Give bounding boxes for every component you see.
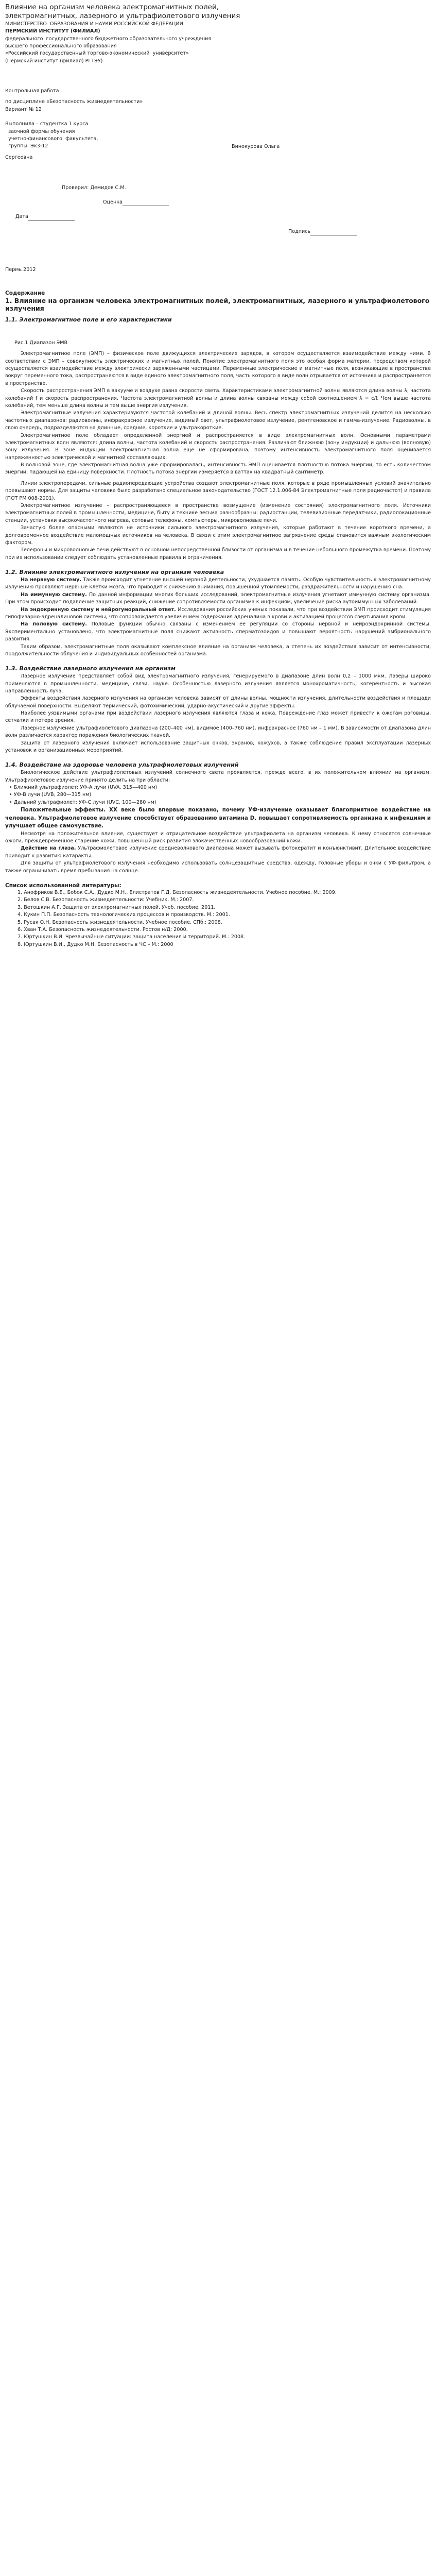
section-heading: 1.3. Воздействие лазерного излучения на организм [5, 665, 176, 672]
paragraph: Несмотря на положительное влияние, существует и отрицательное воздействие ультрафиолета на организм человека. К нему относятся солнечные ожоги, преждевременное старение кожи, повышенный риск развития злокачественных новообразований кожи. [5, 831, 431, 844]
grade-blank [123, 200, 169, 206]
student-patronymic: Сергеевна [5, 155, 33, 161]
paragraph: Лазерное излучение представляет собой вид электромагнитного излучения, генерируемого в диапазоне длин волн 0,2 – 1000 мкм. Лазеры широко применяются в промышленности, медицине, связи, науке. Особенностью лазерного излучения является монохроматичность, когерентность и высокая направленность луча. [5, 673, 431, 694]
work-type: Контрольная работа [5, 88, 59, 94]
faculty: учетно-финансового факультета, [5, 136, 98, 142]
date-label: Дата [15, 214, 28, 220]
section-heading: 1.4. Воздействие на здоровье человека ультрафиолетовых излучений [5, 761, 239, 769]
lead-term: Действие на глаза. [21, 845, 76, 852]
date-blank [28, 215, 75, 221]
paragraph: Электромагнитное поле (ЭМП) – физическое поле движущихся электрических зарядов, в котором осуществляется взаимодействие между ними. В соответствии с ЭМП – совокупность электрических и магнитных полей. Понятие электромагнитного поля это особая форма материи, посредством которой осуществляется взаимодействие между электрически заряженными частицами. Переменные электрические и магнитные поля, возникающие в пространстве вокруг переменного тока, распространяются в виде единого электромагнитного поля, часть которого в виде волн отрывается от источника и распространяется в пространстве. [5, 351, 431, 386]
paragraph: Наиболее уязвимыми органами при воздействии лазерного излучения являются глаза и кожа. Повреждение глаз может привести к ожогам роговицы, сетчатки и потере зрения. [5, 710, 431, 724]
paragraph-text: Ультрафиолетовое излучение средневолнового диапазона может вызывать фотокератит и конъюнктивит. Длительное воздействие приводит к развитию катаракты. [5, 845, 431, 859]
paragraph: Эффекты воздействия лазерного излучения на организм человека зависят от длины волны, мощности излучения, длительности воздействия и площади облучаемой поверхности. Выделяют термический, фотохимический, ударно-акустический и другие эффекты. [5, 696, 431, 709]
paragraph: Защита от лазерного излучения включает использование защитных очков, экранов, кожухов, а также соблюдение правил эксплуатации лазерных установок и организационных мероприятий. [5, 740, 431, 754]
list-item: • Дальний ультрафиолет: УФ-С лучи (UVC, 100—280 нм) [9, 799, 156, 805]
paragraph: Электромагнитное излучение – распространяющееся в пространстве возмущение (изменение состояния) электромагнитного поля. Источники электромагнитных полей в промышленности, медицине, быту и технике весьма разнообразны: радиостанции, телевизионные передатчики, радиолокационные станции, установки высокочастотного нагрева, сотовые телефоны, компьютеры, микроволновые печи. [5, 503, 431, 523]
reference-item: 3. Ветошкин А.Г. Защита от электромагнитных полей. Учеб. пособие. 2011. [18, 904, 216, 910]
date-field [5, 213, 431, 221]
paragraph: Зачастую более опасными являются не источники сильного электромагнитного излучения, которые работают в течение короткого времени, а долговременное воздействие маломощных источников на человека. В связи с этим электромагнитное загрязнение среды становится важным экологическим фактором. [5, 525, 431, 546]
study-form: заочной формы обучения [5, 128, 75, 134]
student-name: Винокурова Ольга [232, 143, 280, 149]
paragraph: Электромагнитное поле обладает определенной энергией и распространяется в виде электромагнитных волн. Основными параметрами электромагнитных волн являются: длина волны, частота колебаний и скорость распространения. Различают ближнюю (зону индукции) и дальнюю (волновую) зону излучения. В зоне индукции электромагнитная волна еще не сформирована, поэтому интенсивность электромагнитного поля оценивается напряженностью электрической и магнитной составляющих. [5, 432, 431, 461]
checked-by: Проверил: Демидов С.М. [62, 184, 126, 191]
variant: Вариант № 12 [5, 106, 42, 112]
reference-item: 7. Юртушкин В.И. Чрезвычайные ситуации: защита населения и территорий. М.: 2008. [18, 934, 246, 940]
lead-term: На эндокринную систему и нейрогуморальный ответ. [21, 606, 176, 613]
grade-label: Оценка [103, 199, 123, 205]
title-line: электромагнитных, лазерного и ультрафиолетового излучения [5, 11, 240, 20]
discipline: по дисциплине «Безопасность жизнедеятельности» [5, 99, 143, 105]
paragraph: В волновой зоне, где электромагнитная волна уже сформировалась, интенсивность ЭМП оценивается плотностью потока энергии, то есть количеством энергии, падающей на единицу поверхности. Плотность потока энергии измеряется в ваттах на квадратный сантиметр. [5, 462, 431, 476]
list-item: • Ближний ультрафиолет: УФ-А лучи (UVA, 315—400 нм) [9, 785, 158, 791]
reference-item: 4. Кукин П.П. Безопасность технологических процессов и производств. М.: 2001. [18, 912, 230, 918]
toc-subitem: 1.1. Электромагнитное поле и его характеристики [5, 316, 172, 323]
signature-field [5, 228, 431, 235]
reference-item: 8. Юртушкин В.И., Дудко М.Н. Безопасность в ЧС – М.: 2000 [18, 941, 173, 947]
section-heading: 1.2. Влияние электромагнитного излучения на организм человека [5, 569, 224, 576]
reference-item: 6. Хван Т.А. Безопасность жизнедеятельности. Ростов н/Д: 2000. [18, 927, 188, 933]
title-line: Влияние на организм человека электромагнитных полей, [5, 3, 219, 11]
paragraph [5, 577, 431, 591]
paragraph: Скорость распространения ЭМП в вакууме и воздухе равна скорости света. Характеристиками электромагнитной волны являются длина волны λ, частота колебаний f и скорость распространения. Частота электромагнитной волны и длина волны связаны между собой соотношением λ = c/f. Чем выше частота колебаний, тем меньше длина волны и тем выше энергия излучения. [5, 388, 431, 409]
paragraph: Биологическое действие ультрафиолетовых излучений солнечного света проявляется, прежде всего, в их положительном влиянии на организм. Ультрафиолетовое излучение принято делить на три области: [5, 770, 431, 783]
paragraph [5, 591, 431, 606]
paragraph: Таким образом, электромагнитные поля оказывают комплексное влияние на организм человека, а степень их воздействия зависит от интенсивности, продолжительности облучения и индивидуальных особенностей организма. [5, 643, 431, 657]
paragraph: Телефоны и микроволновые печи действуют в основном непосредственной близости от организма и в течение небольшого промежутка времени. Поэтому при их использовании следует соблюдать установленные правила и ограничения. [5, 547, 431, 561]
paragraph-text: Половые функции обычно связаны с изменением ее регуляции со стороны нервной и нейроэндокринной системы. Экспериментально установлено, что электромагнитные поля снижают активность сперматозоидов и повышают вероятность нарушений эмбрионального развития. [5, 621, 431, 642]
city-year: Пермь 2012 [5, 267, 36, 273]
paragraph-text: Также происходит угнетение высшей нервной деятельности, ухудшается память. Особую чувствительность к электромагнитному излучению проявляют нервные клетки мозга, что приводит к снижению внимания, повышенной утомляемости, раздражительности и нарушению сна. [5, 577, 431, 590]
paragraph [5, 845, 431, 860]
toc-heading: Содержание [5, 290, 45, 296]
paragraph: Линии электропередачи, сильные радиопередающие устройства создают электромагнитные поля, которые в ряде промышленных условий значительно превышают нормы. Для защиты человека было разработано специальное законодательство (ГОСТ 12.1.006-84 Электромагнитные поля радиочастот) и правила (ПОТ РМ 008-2001). [5, 480, 431, 501]
paragraph: Лазерное излучение ультрафиолетового диапазона (200–400 нм), видимое (400–760 нм), инфракрасное (760 нм – 1 мм). В зависимости от диапазона длин волн различается характер поражения биологических тканей. [5, 725, 431, 739]
org-line: высшего профессионального образования [5, 43, 117, 49]
lead-term: На половую систему. [21, 621, 87, 628]
bold-paragraph: Положительные эффекты. ХХ веке было впервые показано, почему УФ-излучение оказывает благоприятное воздействие на человека. Ультрафиолетовое излучение способствует образованию витамина D, повышает сопротивляемость организма к инфекциям и улучшает общее самочувствие. [5, 807, 431, 829]
grade-field [5, 199, 431, 206]
signature-blank [310, 230, 357, 235]
list-item: • УФ-В лучи (UVB, 280—315 нм) [9, 792, 92, 798]
institute-name: ПЕРМСКИЙ ИНСТИТУТ (ФИЛИАЛ) [5, 28, 100, 35]
org-line: (Пермский институт (филиал) РГТЭУ) [5, 58, 103, 64]
lead-term: На иммунную систему. [21, 591, 87, 598]
paragraph: Для защиты от ультрафиолетового излучения необходимо использовать солнцезащитные средства, одежду, головные уборы и очки с УФ-фильтром, а также ограничивать время пребывания на солнце. [5, 860, 431, 874]
figure-caption: Рис.1 Диапазон ЭМВ [14, 340, 68, 346]
paragraph: Электромагнитные излучения характеризуются частотой колебаний и длиной волны. Весь спектр электромагнитных излучений делится на несколько частотных диапазонов: радиоволны, инфракрасное излучение, видимый свет, ультрафиолетовое излучение, рентгеновское и гамма-излучение. Радиоволны, в свою очередь, подразделяются на длинные, средние, короткие и ультракороткие. [5, 410, 431, 431]
student-line: Выполнила – студентка 1 курса [5, 121, 89, 127]
org-line: федерального государственного бюджетного образовательного учреждения [5, 36, 212, 42]
reference-item: 5. Русак О.Н. Безопасность жизнедеятельности. Учебное пособие. СПб.: 2008. [18, 919, 222, 925]
paragraph-text: Исследования российских ученых показали, что при воздействии ЭМП происходит стимуляция гипофизарно-адреналиновой системы, что сопровождается увеличением содержания адреналина в крови и активацией процессов свертывания крови. [5, 606, 431, 620]
paragraph [5, 606, 431, 621]
reference-item: 2. Белов С.В. Безопасность жизнедеятельности: Учебник. М.: 2007. [18, 897, 194, 903]
signature-label: Подпись [288, 228, 311, 234]
lead-term: На нервную систему. [21, 577, 82, 583]
ministry-line: МИНИСТЕРСТВО ОБРАЗОВАНИЯ И НАУКИ РОССИЙСКОЙ ФЕДЕРАЦИИ [5, 21, 183, 27]
toc-item: 1. Влияние на организм человека электромагнитных полей, электромагнитных, лазерного и ультрафиолетового излучения [5, 296, 430, 313]
references-heading: Список использованной литературы: [5, 882, 121, 889]
paragraph-text: По данной информации многих больших исследований, электромагнитные излучения угнетают иммунную систему организма. При этом происходит подавление защитных реакций, снижение сопротивляемости организма к инфекциям, увеличение риска аутоиммунных заболеваний. [5, 591, 431, 605]
group: группы Эк3-12 [5, 143, 48, 149]
reference-item: 1. Анофриков В.Е., Бобок С.А., Дудко М.Н., Елистратов Г.Д. Безопасность жизнедеятельности. Учебное пособие. М.: 2009. [18, 890, 337, 896]
org-line: «Российский государственный торгово-экономический университет» [5, 50, 189, 57]
paragraph [5, 621, 431, 643]
